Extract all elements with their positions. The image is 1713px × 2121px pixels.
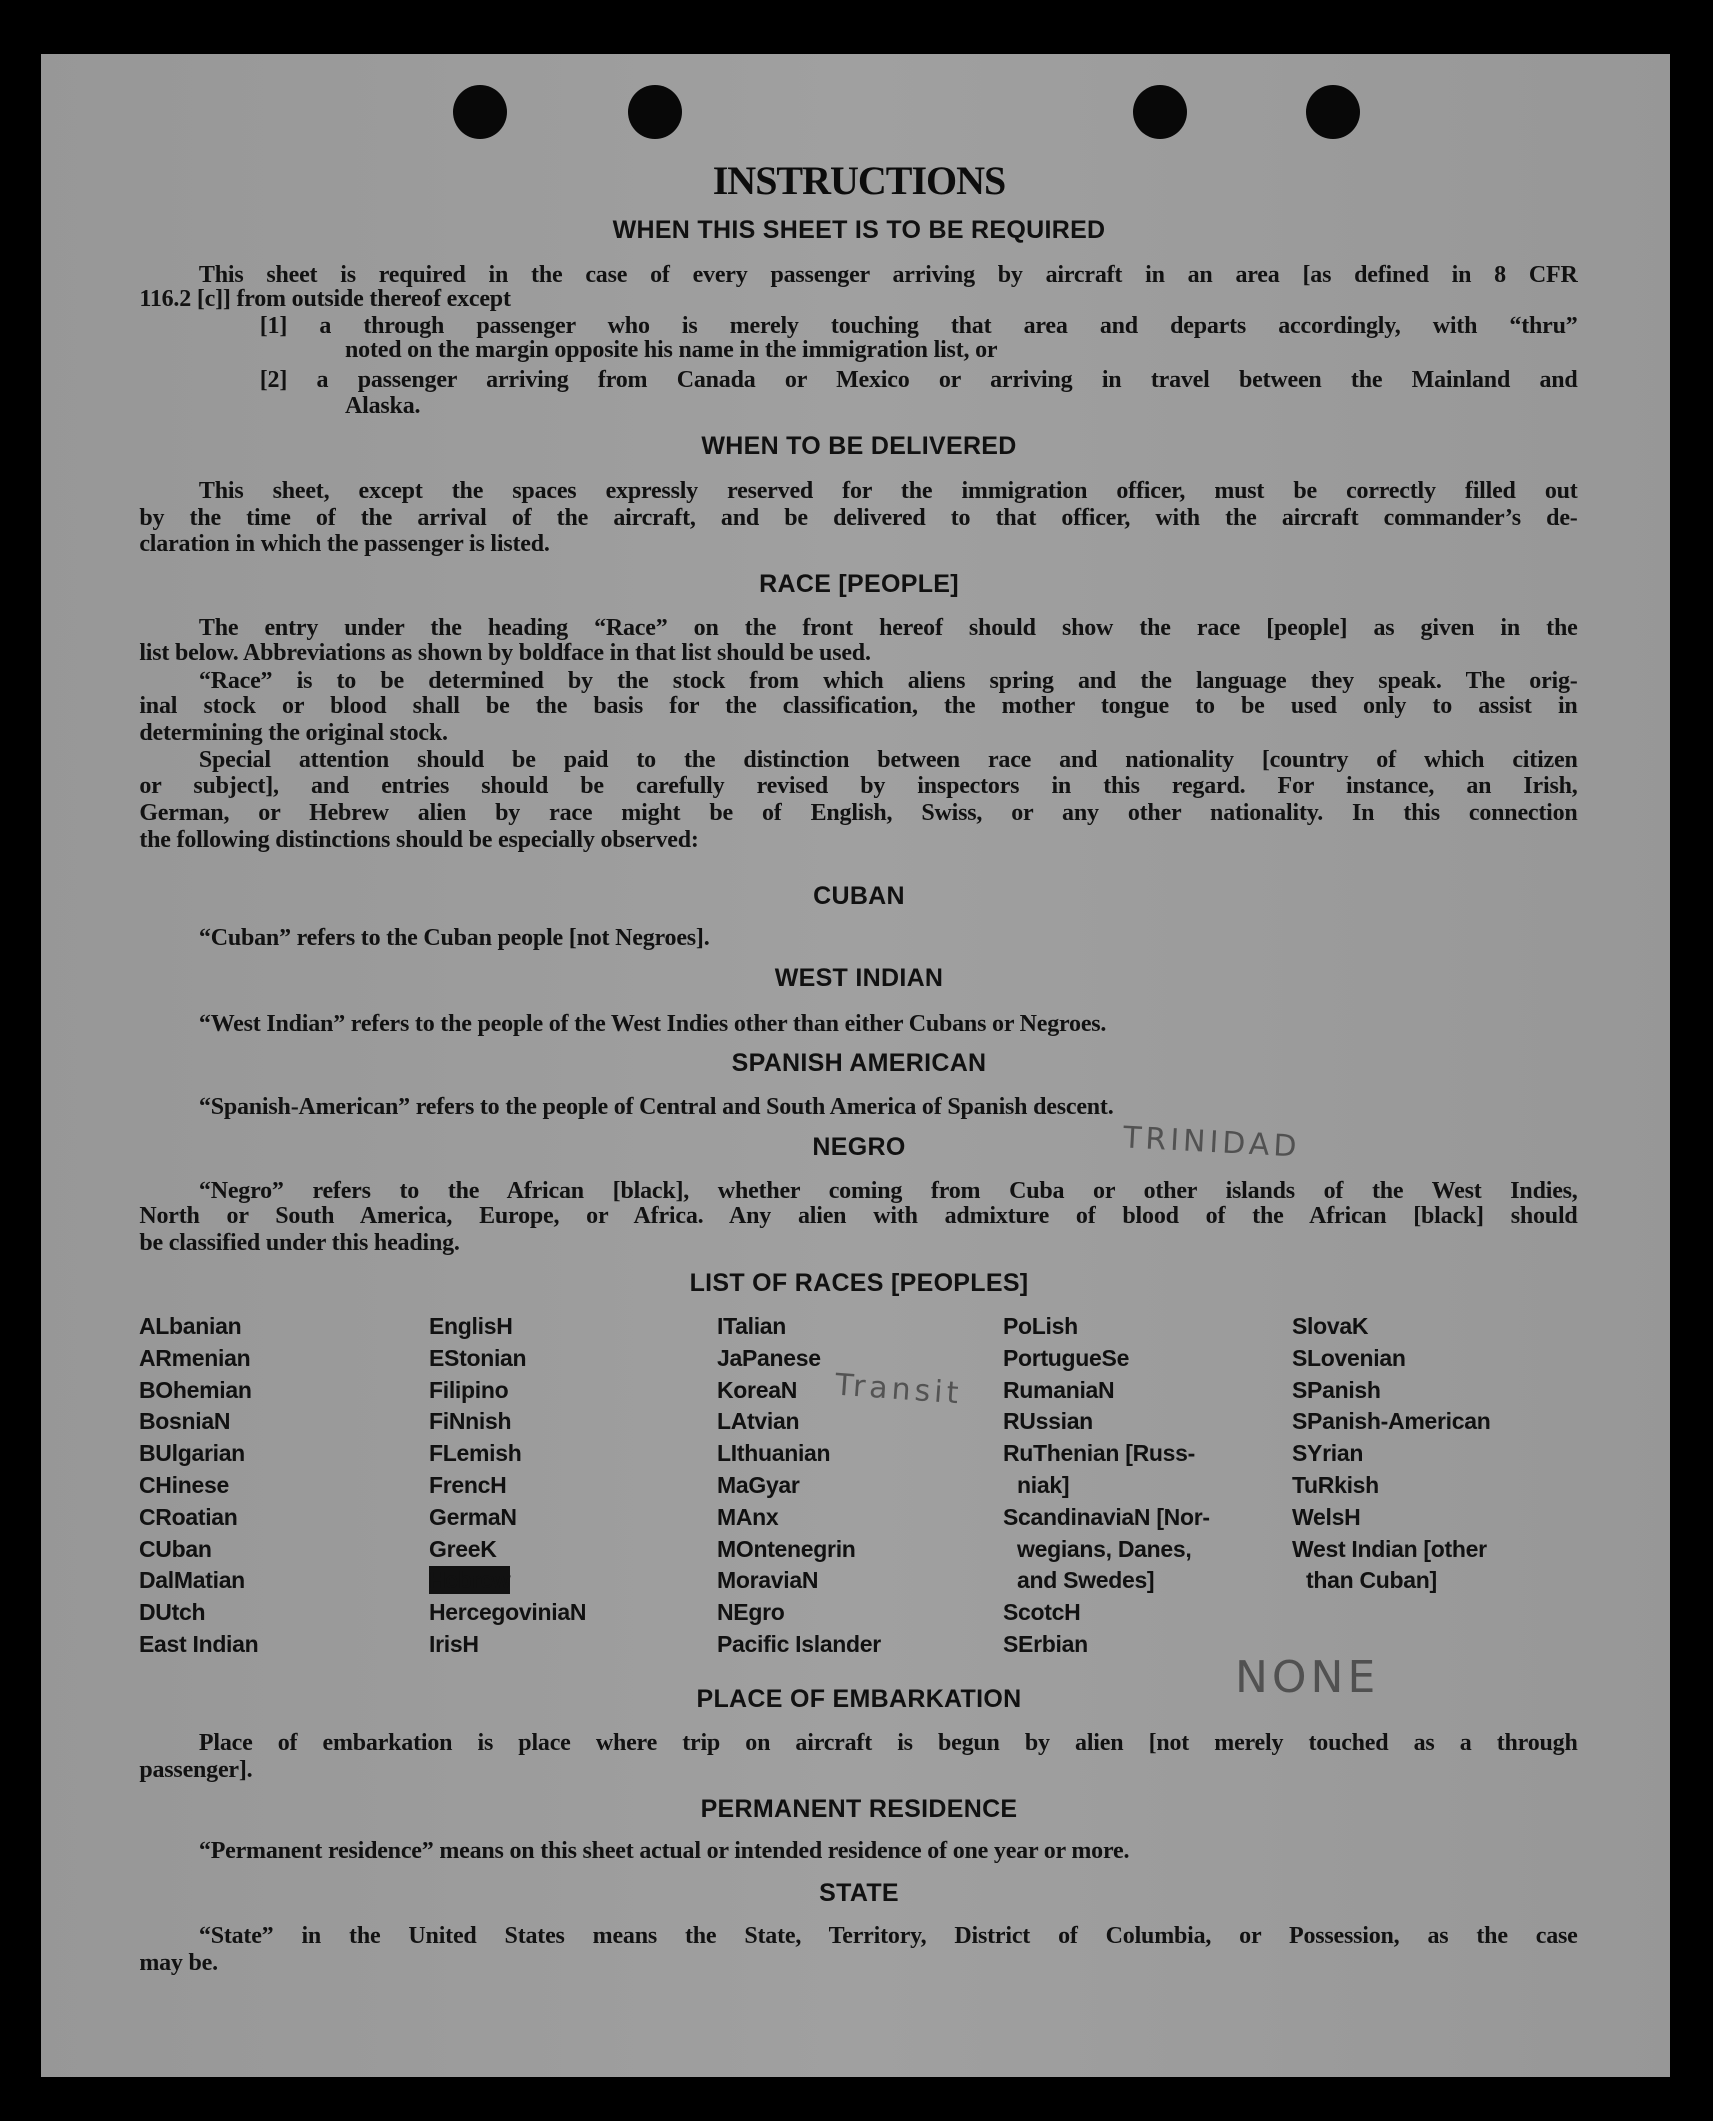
paragraph-line: or subject], and entries should be carefully revised by inspectors in this regard. For instance, an Irish, [139,773,1578,800]
race-list-item: Hebrew [429,1567,511,1594]
punch-hole [453,85,507,139]
section-heading-cuban: CUBAN [813,881,905,910]
race-list-item: ITalian [717,1312,787,1339]
paragraph-line: be classified under this heading. [139,1230,460,1257]
race-list-item: CHinese [139,1471,229,1498]
paragraph-line: Place of embarkation is place where trip on aircraft is begun by alien [not merely touched as a through [198,1729,1578,1756]
section-heading-west-indian: WEST INDIAN [774,964,944,993]
paragraph-line: claration in which the passenger is listed. [139,530,550,557]
race-list-item: NEgro [717,1599,785,1626]
race-list-item: FLemish [429,1440,522,1467]
race-list-item: TuRkish [1292,1471,1379,1498]
paragraph-line: This sheet is required in the case of every passenger arriving by aircraft in an area [as defined in 8 CFR [198,261,1578,288]
race-list-item: MAnx [717,1503,779,1530]
race-list-item: DalMatian [139,1567,245,1594]
race-list-item: IrisH [429,1630,479,1657]
race-list-item: SErbian [1003,1630,1088,1657]
definition-line: “Cuban” refers to the Cuban people [not Negroes]. [198,924,710,951]
paragraph-line: “Negro” refers to the African [black], whether coming from Cuba or other islands of the West Indies, [198,1177,1578,1204]
paragraph-line: The entry under the heading “Race” on the front hereof should show the race [people] as given in the [198,614,1578,641]
race-list-item: SYrian [1292,1440,1364,1467]
race-list-item: GreeK [429,1535,497,1562]
section-heading-race: RACE [PEOPLE] [759,570,959,599]
section-heading-required: WHEN THIS SHEET IS TO BE REQUIRED [612,216,1106,244]
race-list-item: SLovenian [1292,1344,1406,1371]
race-list-item: wegians, Danes, [1017,1535,1192,1562]
section-heading-embarkation: PLACE OF EMBARKATION [696,1685,1022,1714]
race-list-item: ScandinaviaN [Nor- [1003,1503,1210,1530]
race-list-item: SlovaK [1292,1312,1369,1339]
race-list-item: LAtvian [717,1408,800,1435]
paragraph-line: inal stock or blood shall be the basis for the classification, the mother tongue to be used only to assist in [139,693,1578,720]
race-list-item: MaGyar [717,1471,800,1498]
race-list-item: ARmenian [139,1344,251,1371]
race-list-item: RumaniaN [1003,1376,1115,1403]
list-item-line: noted on the margin opposite his name in the immigration list, or [345,337,998,364]
section-heading-negro: NEGRO [812,1133,906,1162]
race-list-item: HercegoviniaN [429,1599,587,1626]
race-list-item: East Indian [139,1630,259,1657]
race-list-item: FrencH [429,1471,507,1498]
race-list-item: BosniaN [139,1408,231,1435]
paragraph-line: “Race” is to be determined by the stock from which aliens spring and the language they speak. The orig- [198,667,1578,694]
definition-line: “Permanent residence” means on this sheet actual or intended residence of one year or more. [198,1837,1130,1864]
paragraph-line: passenger]. [139,1756,253,1783]
paragraph-line: by the time of the arrival of the aircraft, and be delivered to that officer, with the aircraft commander’s de- [139,505,1578,532]
race-list-item: ALbanian [139,1312,242,1339]
race-list-item: LIthuanian [717,1440,831,1467]
paragraph-line: the following distinctions should be especially observed: [139,827,699,854]
page-title: INSTRUCTIONS [712,158,1006,204]
race-list-item: PortugueSe [1003,1344,1130,1371]
race-list-item: West Indian [other [1292,1535,1487,1562]
race-list-item: GermaN [429,1503,517,1530]
race-list-item: RuThenian [Russ- [1003,1440,1195,1467]
paragraph-line: German, or Hebrew alien by race might be of English, Swiss, or any other nationality. In this connection [139,800,1578,827]
race-list-item: DUtch [139,1599,206,1626]
punch-hole [628,85,682,139]
list-item-line: [2] a passenger arriving from Canada or Mexico or arriving in travel between the Mainland and [259,367,1578,394]
paragraph-line: Special attention should be paid to the distinction between race and nationality [country of which citizen [198,747,1578,774]
race-list-item: EnglisH [429,1312,513,1339]
punch-hole [1306,85,1360,139]
punch-hole [1133,85,1187,139]
handwritten-note: Transit [833,1367,964,1412]
paragraph-line: “State” in the United States means the State, Territory, District of Columbia, or Possession, as the case [198,1923,1578,1950]
race-list-item: CRoatian [139,1503,238,1530]
handwritten-note: NONE [1235,1652,1380,1703]
definition-line: “Spanish-American” refers to the people of Central and South America of Spanish descent. [198,1093,1114,1120]
section-heading-residence: PERMANENT RESIDENCE [700,1794,1018,1823]
race-list-item: BOhemian [139,1376,252,1403]
handwritten-note: TRINIDAD [1122,1120,1302,1165]
section-heading-spanish-american: SPANISH AMERICAN [731,1049,987,1078]
list-item-line: [1] a through passenger who is merely touching that area and departs accordingly, with “thru” [259,313,1578,340]
race-list-item: KoreaN [717,1376,798,1403]
paragraph-line: may be. [139,1950,218,1977]
race-list-item: PoLish [1003,1312,1078,1339]
race-list-item: niak] [1017,1471,1070,1498]
race-list-item: JaPanese [717,1344,821,1371]
race-list-item: ScotcH [1003,1599,1081,1626]
race-list-item: CUban [139,1535,212,1562]
race-list-item: MoraviaN [717,1567,819,1594]
race-list-item: and Swedes] [1017,1567,1155,1594]
race-list-item: FiNnish [429,1408,512,1435]
race-list-item: than Cuban] [1306,1567,1437,1594]
paragraph-line: This sheet, except the spaces expressly reserved for the immigration officer, must be correctly filled out [198,478,1578,505]
list-item-line: Alaska. [345,392,421,419]
race-list-item: SPanish-American [1292,1408,1491,1435]
race-list-item: MOntenegrin [717,1535,856,1562]
race-list-item: Filipino [429,1376,509,1403]
race-list-item: Pacific Islander [717,1630,881,1657]
race-list-item: WelsH [1292,1503,1361,1530]
section-heading-delivered: WHEN TO BE DELIVERED [701,432,1017,461]
paragraph-line: 116.2 [c]] from outside thereof except [139,286,511,312]
section-heading-list-of-races: LIST OF RACES [PEOPLES] [689,1268,1029,1297]
race-list-item: BUlgarian [139,1440,245,1467]
section-heading-state: STATE [819,1878,899,1907]
race-list-item: RUssian [1003,1408,1093,1435]
definition-line: “West Indian” refers to the people of the West Indies other than either Cubans or Negroes. [198,1011,1107,1038]
race-list-item: SPanish [1292,1376,1381,1403]
paragraph-line: determining the original stock. [139,720,448,747]
race-list-item: EStonian [429,1344,527,1371]
paragraph-line: list below. Abbreviations as shown by boldface in that list should be used. [139,640,871,667]
paragraph-line: North or South America, Europe, or Africa. Any alien with admixture of blood of the African [black] should [139,1203,1578,1230]
